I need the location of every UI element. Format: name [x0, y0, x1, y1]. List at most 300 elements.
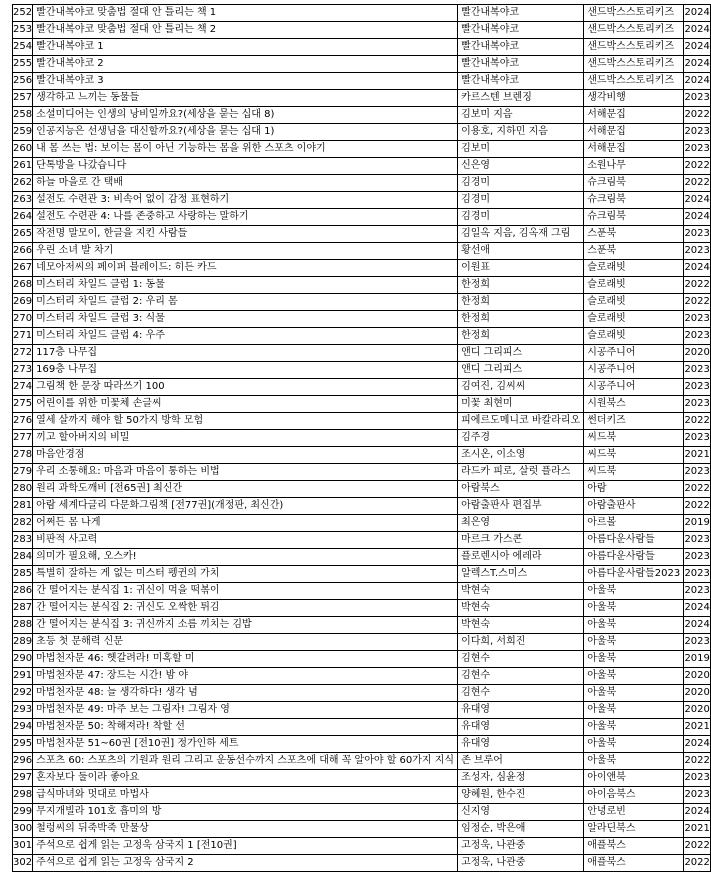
title-cell: 마법천자문 50: 착해져라! 착할 선 [33, 719, 458, 736]
author-cell: 고정욱, 나관중 [458, 838, 584, 855]
publisher-cell: 서해문집 [584, 124, 684, 141]
publisher-cell: 시원북스 [584, 396, 684, 413]
publisher-cell: 슈크림북 [584, 209, 684, 226]
author-cell: 신지영 [458, 804, 584, 821]
author-cell: 김주경 [458, 430, 584, 447]
row-number-cell: 260 [13, 141, 33, 158]
year-cell: 2021 [684, 719, 711, 736]
row-number-cell: 257 [13, 90, 33, 107]
publisher-cell: 샌드박스스토리키즈 [584, 56, 684, 73]
table-row [13, 362, 711, 379]
row-number-cell: 295 [13, 736, 33, 753]
table-row [13, 141, 711, 158]
year-cell: 2022 [684, 838, 711, 855]
title-cell: 주석으로 쉽게 읽는 고정욱 삼국지 2 [33, 855, 458, 872]
title-cell: 169층 나무집 [33, 362, 458, 379]
author-cell: 플로렌시아 에레라 [458, 549, 584, 566]
year-cell: 2023 [684, 430, 711, 447]
author-cell: 한정희 [458, 311, 584, 328]
row-number-cell: 253 [13, 22, 33, 39]
title-cell: 마법천자문 47: 장드는 시간! 밤 야 [33, 668, 458, 685]
year-cell: 2023 [684, 549, 711, 566]
title-cell: 간 떨어지는 분식집 2: 귀신도 오싹한 튀김 [33, 600, 458, 617]
publisher-cell: 슈크림북 [584, 175, 684, 192]
title-cell: 혼자보다 둘이라 좋아요 [33, 770, 458, 787]
row-number-cell: 297 [13, 770, 33, 787]
table-row [13, 294, 711, 311]
row-number-cell: 275 [13, 396, 33, 413]
year-cell: 2023 [684, 379, 711, 396]
publisher-cell: 소원나무 [584, 158, 684, 175]
year-cell: 2023 [684, 583, 711, 600]
year-cell: 2021 [684, 447, 711, 464]
table-row [13, 90, 711, 107]
author-cell: 조시온, 이소영 [458, 447, 584, 464]
year-cell: 2023 [684, 90, 711, 107]
title-cell: 철렁씨의 뒤죽박죽 만물상 [33, 821, 458, 838]
row-number-cell: 282 [13, 515, 33, 532]
row-number-cell: 302 [13, 855, 33, 872]
table-row [13, 277, 711, 294]
author-cell: 빨간내복야코 [458, 39, 584, 56]
publisher-cell: 아울북 [584, 685, 684, 702]
title-cell: 간 떨어지는 분식집 1: 귀신이 먹을 떡볶이 [33, 583, 458, 600]
year-cell: 2020 [684, 685, 711, 702]
year-cell: 2019 [684, 515, 711, 532]
title-cell: 주석으로 쉽게 읽는 고정욱 삼국지 1 [전10권] [33, 838, 458, 855]
row-number-cell: 273 [13, 362, 33, 379]
year-cell: 2023 [684, 124, 711, 141]
publisher-cell: 씨드북 [584, 447, 684, 464]
table-row [13, 243, 711, 260]
author-cell: 앤디 그리피스 [458, 362, 584, 379]
table-row [13, 39, 711, 56]
title-cell: 어린이를 위한 미꽃체 손글씨 [33, 396, 458, 413]
table-row [13, 413, 711, 430]
author-cell: 최은영 [458, 515, 584, 532]
publisher-cell: 샌드박스스토리키즈 [584, 39, 684, 56]
publisher-cell: 서해문집 [584, 107, 684, 124]
publisher-cell: 안녕로빈 [584, 804, 684, 821]
table-row [13, 192, 711, 209]
table-row [13, 226, 711, 243]
year-cell: 2024 [684, 5, 711, 22]
row-number-cell: 296 [13, 753, 33, 770]
table-row [13, 753, 711, 770]
author-cell: 유대영 [458, 702, 584, 719]
publisher-cell: 서해문집 [584, 141, 684, 158]
table-row [13, 651, 711, 668]
year-cell: 2023 [684, 770, 711, 787]
table-row [13, 566, 711, 583]
year-cell: 2022 [684, 294, 711, 311]
row-number-cell: 274 [13, 379, 33, 396]
year-cell: 2024 [684, 56, 711, 73]
row-number-cell: 270 [13, 311, 33, 328]
year-cell: 2022 [684, 481, 711, 498]
author-cell: 이용호, 지하민 지음 [458, 124, 584, 141]
author-cell: 한정희 [458, 328, 584, 345]
year-cell: 2023 [684, 787, 711, 804]
publisher-cell: 아울북 [584, 668, 684, 685]
author-cell: 알렉스T.스미스 [458, 566, 584, 583]
title-cell: 스포츠 60: 스포츠의 기원과 원리 그리고 운동선수까지 스포츠에 대해 꼭 알아야 할 60가지 지식 [33, 753, 458, 770]
publisher-cell: 아울북 [584, 753, 684, 770]
publisher-cell: 스푼북 [584, 243, 684, 260]
row-number-cell: 278 [13, 447, 33, 464]
publisher-cell: 씨드북 [584, 464, 684, 481]
publisher-cell: 샌드박스스토리키즈 [584, 5, 684, 22]
row-number-cell: 254 [13, 39, 33, 56]
author-cell: 마르크 가스콘 [458, 532, 584, 549]
publisher-cell: 아울북 [584, 736, 684, 753]
publisher-cell: 아울북 [584, 651, 684, 668]
author-cell: 조성자, 심윤정 [458, 770, 584, 787]
title-cell: 설전도 수련관 3: 비속어 없이 감정 표현하기 [33, 192, 458, 209]
row-number-cell: 269 [13, 294, 33, 311]
table-row [13, 515, 711, 532]
title-cell: 하늘 마을로 간 택배 [33, 175, 458, 192]
author-cell: 김보미 지음 [458, 107, 584, 124]
publisher-cell: 아울북 [584, 583, 684, 600]
title-cell: 어쩌든 몸 나게 [33, 515, 458, 532]
year-cell: 2022 [684, 175, 711, 192]
author-cell: 박현숙 [458, 600, 584, 617]
title-cell: 우린 소녀 발 차기 [33, 243, 458, 260]
year-cell: 2023 [684, 464, 711, 481]
table-row [13, 668, 711, 685]
table-row [13, 685, 711, 702]
publisher-cell: 시공주니어 [584, 379, 684, 396]
title-cell: 미스터리 차일드 클럽 4: 우주 [33, 328, 458, 345]
author-cell: 박현숙 [458, 583, 584, 600]
row-number-cell: 252 [13, 5, 33, 22]
title-cell: 급식마녀와 멋대로 마법사 [33, 787, 458, 804]
row-number-cell: 299 [13, 804, 33, 821]
table-row [13, 821, 711, 838]
year-cell: 2023 [684, 362, 711, 379]
title-cell: 마법천자문 48: 늘 생각하다! 생각 념 [33, 685, 458, 702]
table-row [13, 532, 711, 549]
year-cell: 2022 [684, 158, 711, 175]
table-row [13, 158, 711, 175]
title-cell: 초등 첫 문해력 신문 [33, 634, 458, 651]
row-number-cell: 255 [13, 56, 33, 73]
author-cell: 빨간내복야코 [458, 73, 584, 90]
book-list-body [13, 5, 711, 872]
table-row [13, 702, 711, 719]
table-row [13, 583, 711, 600]
publisher-cell: 아이음북스 [584, 787, 684, 804]
row-number-cell: 279 [13, 464, 33, 481]
row-number-cell: 288 [13, 617, 33, 634]
year-cell: 2021 [684, 821, 711, 838]
row-number-cell: 292 [13, 685, 33, 702]
table-row [13, 209, 711, 226]
year-cell: 2020 [684, 702, 711, 719]
year-cell: 2024 [684, 39, 711, 56]
table-row [13, 549, 711, 566]
title-cell: 아람 세계다글리 다문화그림책 [전77권](개정판, 최신간) [33, 498, 458, 515]
title-cell: 간 떨어지는 분식집 3: 귀신까지 소름 끼치는 김밥 [33, 617, 458, 634]
title-cell: 끼고 할아버지의 비밀 [33, 430, 458, 447]
title-cell: 빨간내복야코 2 [33, 56, 458, 73]
publisher-cell: 슬로래빗 [584, 294, 684, 311]
publisher-cell: 아름다운사람들2023 [584, 566, 684, 583]
table-row [13, 719, 711, 736]
publisher-cell: 씨드북 [584, 430, 684, 447]
row-number-cell: 264 [13, 209, 33, 226]
row-number-cell: 294 [13, 719, 33, 736]
title-cell: 단톡방을 나갔습니다 [33, 158, 458, 175]
author-cell: 임정순, 박은애 [458, 821, 584, 838]
year-cell: 2023 [684, 141, 711, 158]
table-row [13, 804, 711, 821]
title-cell: 원리 과학도깨비 [전65권] 최신간 [33, 481, 458, 498]
author-cell: 김현수 [458, 668, 584, 685]
title-cell: 의미가 필요해, 오스카! [33, 549, 458, 566]
author-cell: 박현숙 [458, 617, 584, 634]
row-number-cell: 265 [13, 226, 33, 243]
author-cell: 김경미 [458, 209, 584, 226]
publisher-cell: 아울북 [584, 600, 684, 617]
author-cell: 빨간내복야코 [458, 5, 584, 22]
table-row [13, 855, 711, 872]
title-cell: 그림책 한 문장 따라쓰기 100 [33, 379, 458, 396]
row-number-cell: 301 [13, 838, 33, 855]
title-cell: 빨간내복야코 맞춤법 절대 안 틀리는 책 2 [33, 22, 458, 39]
author-cell: 이원표 [458, 260, 584, 277]
row-number-cell: 259 [13, 124, 33, 141]
author-cell: 미꽃 최현미 [458, 396, 584, 413]
table-row [13, 634, 711, 651]
row-number-cell: 262 [13, 175, 33, 192]
title-cell: 빨간내복야코 3 [33, 73, 458, 90]
year-cell: 2022 [684, 855, 711, 872]
table-row [13, 311, 711, 328]
row-number-cell: 286 [13, 583, 33, 600]
row-number-cell: 290 [13, 651, 33, 668]
author-cell: 김현수 [458, 685, 584, 702]
row-number-cell: 263 [13, 192, 33, 209]
publisher-cell: 슬로래빗 [584, 311, 684, 328]
row-number-cell: 266 [13, 243, 33, 260]
title-cell: 설전도 수련관 4: 나를 존중하고 사랑하는 말하기 [33, 209, 458, 226]
table-row [13, 73, 711, 90]
publisher-cell: 아울북 [584, 719, 684, 736]
row-number-cell: 283 [13, 532, 33, 549]
author-cell: 김일옥 지음, 김옥재 그림 [458, 226, 584, 243]
row-number-cell: 261 [13, 158, 33, 175]
title-cell: 열세 살까지 해야 할 50가지 방학 모험 [33, 413, 458, 430]
table-row [13, 430, 711, 447]
year-cell: 2023 [684, 311, 711, 328]
title-cell: 마음안경점 [33, 447, 458, 464]
author-cell: 빨간내복야코 [458, 22, 584, 39]
year-cell: 2023 [684, 566, 711, 583]
publisher-cell: 생각비행 [584, 90, 684, 107]
title-cell: 우리 소통해요: 마음과 마음이 통하는 비법 [33, 464, 458, 481]
author-cell: 황선애 [458, 243, 584, 260]
author-cell: 앤디 그리피스 [458, 345, 584, 362]
year-cell: 2024 [684, 804, 711, 821]
publisher-cell: 알라딘북스 [584, 821, 684, 838]
title-cell: 117층 나무집 [33, 345, 458, 362]
table-row [13, 617, 711, 634]
publisher-cell: 슈크림북 [584, 192, 684, 209]
table-row [13, 481, 711, 498]
publisher-cell: 샌드박스스토리키즈 [584, 22, 684, 39]
table-row [13, 345, 711, 362]
author-cell: 빨간내복야코 [458, 56, 584, 73]
title-cell: 마법천자문 49: 마주 보는 그림자! 그림자 영 [33, 702, 458, 719]
table-row [13, 22, 711, 39]
table-row [13, 260, 711, 277]
year-cell: 2023 [684, 243, 711, 260]
year-cell: 2024 [684, 736, 711, 753]
title-cell: 무지개빌라 101호 흡미의 방 [33, 804, 458, 821]
author-cell: 유대영 [458, 719, 584, 736]
author-cell: 존 브루어 [458, 753, 584, 770]
row-number-cell: 280 [13, 481, 33, 498]
row-number-cell: 268 [13, 277, 33, 294]
title-cell: 마법천자문 46: 헷갈려라! 미혹할 미 [33, 651, 458, 668]
year-cell: 2019 [684, 651, 711, 668]
author-cell: 이다희, 서희진 [458, 634, 584, 651]
year-cell: 2024 [684, 73, 711, 90]
author-cell: 김여진, 김씨씨 [458, 379, 584, 396]
publisher-cell: 시공주니어 [584, 345, 684, 362]
publisher-cell: 시공주니어 [584, 362, 684, 379]
table-row [13, 736, 711, 753]
title-cell: 생각하고 느끼는 동물들 [33, 90, 458, 107]
table-row [13, 787, 711, 804]
row-number-cell: 289 [13, 634, 33, 651]
title-cell: 소셜미디어는 인생의 낭비일까요?(세상을 묻는 십대 8) [33, 107, 458, 124]
year-cell: 2024 [684, 192, 711, 209]
author-cell: 양혜원, 한수진 [458, 787, 584, 804]
table-row [13, 498, 711, 515]
publisher-cell: 썬더키즈 [584, 413, 684, 430]
year-cell: 2023 [684, 328, 711, 345]
author-cell: 한정희 [458, 294, 584, 311]
publisher-cell: 슬로래빗 [584, 328, 684, 345]
table-row [13, 124, 711, 141]
row-number-cell: 284 [13, 549, 33, 566]
table-row [13, 396, 711, 413]
author-cell: 김경미 [458, 175, 584, 192]
table-row [13, 770, 711, 787]
row-number-cell: 293 [13, 702, 33, 719]
row-number-cell: 281 [13, 498, 33, 515]
author-cell: 라드카 피로, 살럿 플라스 [458, 464, 584, 481]
publisher-cell: 아름다운사람들 [584, 532, 684, 549]
title-cell: 미스터리 차일드 클럽 2: 우리 몸 [33, 294, 458, 311]
row-number-cell: 258 [13, 107, 33, 124]
year-cell: 2024 [684, 617, 711, 634]
author-cell: 아람북스 [458, 481, 584, 498]
publisher-cell: 아이앤북 [584, 770, 684, 787]
row-number-cell: 277 [13, 430, 33, 447]
publisher-cell: 아람 [584, 481, 684, 498]
row-number-cell: 272 [13, 345, 33, 362]
year-cell: 2022 [684, 498, 711, 515]
publisher-cell: 샌드박스스토리키즈 [584, 73, 684, 90]
title-cell: 내 몸 쓰는 법: 보이는 몸이 아닌 기능하는 몸을 위한 스포츠 이야기 [33, 141, 458, 158]
title-cell: 인공지능은 선생님을 대신할까요?(세상을 묻는 십대 1) [33, 124, 458, 141]
row-number-cell: 256 [13, 73, 33, 90]
title-cell: 특별히 잘하는 게 없는 미스터 펭귄의 가치 [33, 566, 458, 583]
row-number-cell: 276 [13, 413, 33, 430]
table-row [13, 600, 711, 617]
publisher-cell: 스푼북 [584, 226, 684, 243]
table-row [13, 464, 711, 481]
title-cell: 비판적 사고력 [33, 532, 458, 549]
title-cell: 미스터리 차일드 클럽 1: 동물 [33, 277, 458, 294]
author-cell: 김보미 [458, 141, 584, 158]
table-row [13, 379, 711, 396]
publisher-cell: 아름다운사람들 [584, 549, 684, 566]
title-cell: 작전명 말모이, 한글을 지킨 사람들 [33, 226, 458, 243]
year-cell: 2024 [684, 600, 711, 617]
year-cell: 2023 [684, 226, 711, 243]
author-cell: 김경미 [458, 192, 584, 209]
publisher-cell: 아울북 [584, 617, 684, 634]
table-row [13, 175, 711, 192]
row-number-cell: 271 [13, 328, 33, 345]
publisher-cell: 아울북 [584, 702, 684, 719]
publisher-cell: 애플북스 [584, 855, 684, 872]
year-cell: 2022 [684, 753, 711, 770]
year-cell: 2023 [684, 532, 711, 549]
table-row [13, 56, 711, 73]
year-cell: 2023 [684, 634, 711, 651]
year-cell: 2022 [684, 277, 711, 294]
publisher-cell: 아르볼 [584, 515, 684, 532]
year-cell: 2023 [684, 396, 711, 413]
title-cell: 빨간내복야코 맞춤법 절대 안 틀리는 책 1 [33, 5, 458, 22]
title-cell: 미스터리 차일드 클럽 3: 식물 [33, 311, 458, 328]
author-cell: 신은영 [458, 158, 584, 175]
year-cell: 2024 [684, 209, 711, 226]
row-number-cell: 300 [13, 821, 33, 838]
publisher-cell: 아울북 [584, 634, 684, 651]
row-number-cell: 285 [13, 566, 33, 583]
author-cell: 한정희 [458, 277, 584, 294]
table-row [13, 447, 711, 464]
year-cell: 2024 [684, 22, 711, 39]
book-list-table [12, 4, 711, 872]
author-cell: 카르스텐 브렌징 [458, 90, 584, 107]
row-number-cell: 267 [13, 260, 33, 277]
year-cell: 2022 [684, 107, 711, 124]
table-row [13, 838, 711, 855]
row-number-cell: 291 [13, 668, 33, 685]
publisher-cell: 슬로래빗 [584, 260, 684, 277]
table-row [13, 5, 711, 22]
year-cell: 2020 [684, 345, 711, 362]
title-cell: 네모아저씨의 페이퍼 블레이드: 히든 카드 [33, 260, 458, 277]
table-row [13, 107, 711, 124]
title-cell: 빨간내복야코 1 [33, 39, 458, 56]
author-cell: 고정욱, 나관중 [458, 855, 584, 872]
year-cell: 2024 [684, 260, 711, 277]
publisher-cell: 슬로래빗 [584, 277, 684, 294]
publisher-cell: 아람출판사 [584, 498, 684, 515]
author-cell: 피에르도메니코 바칼라리오 [458, 413, 584, 430]
table-row [13, 328, 711, 345]
author-cell: 아람출판사 편집부 [458, 498, 584, 515]
